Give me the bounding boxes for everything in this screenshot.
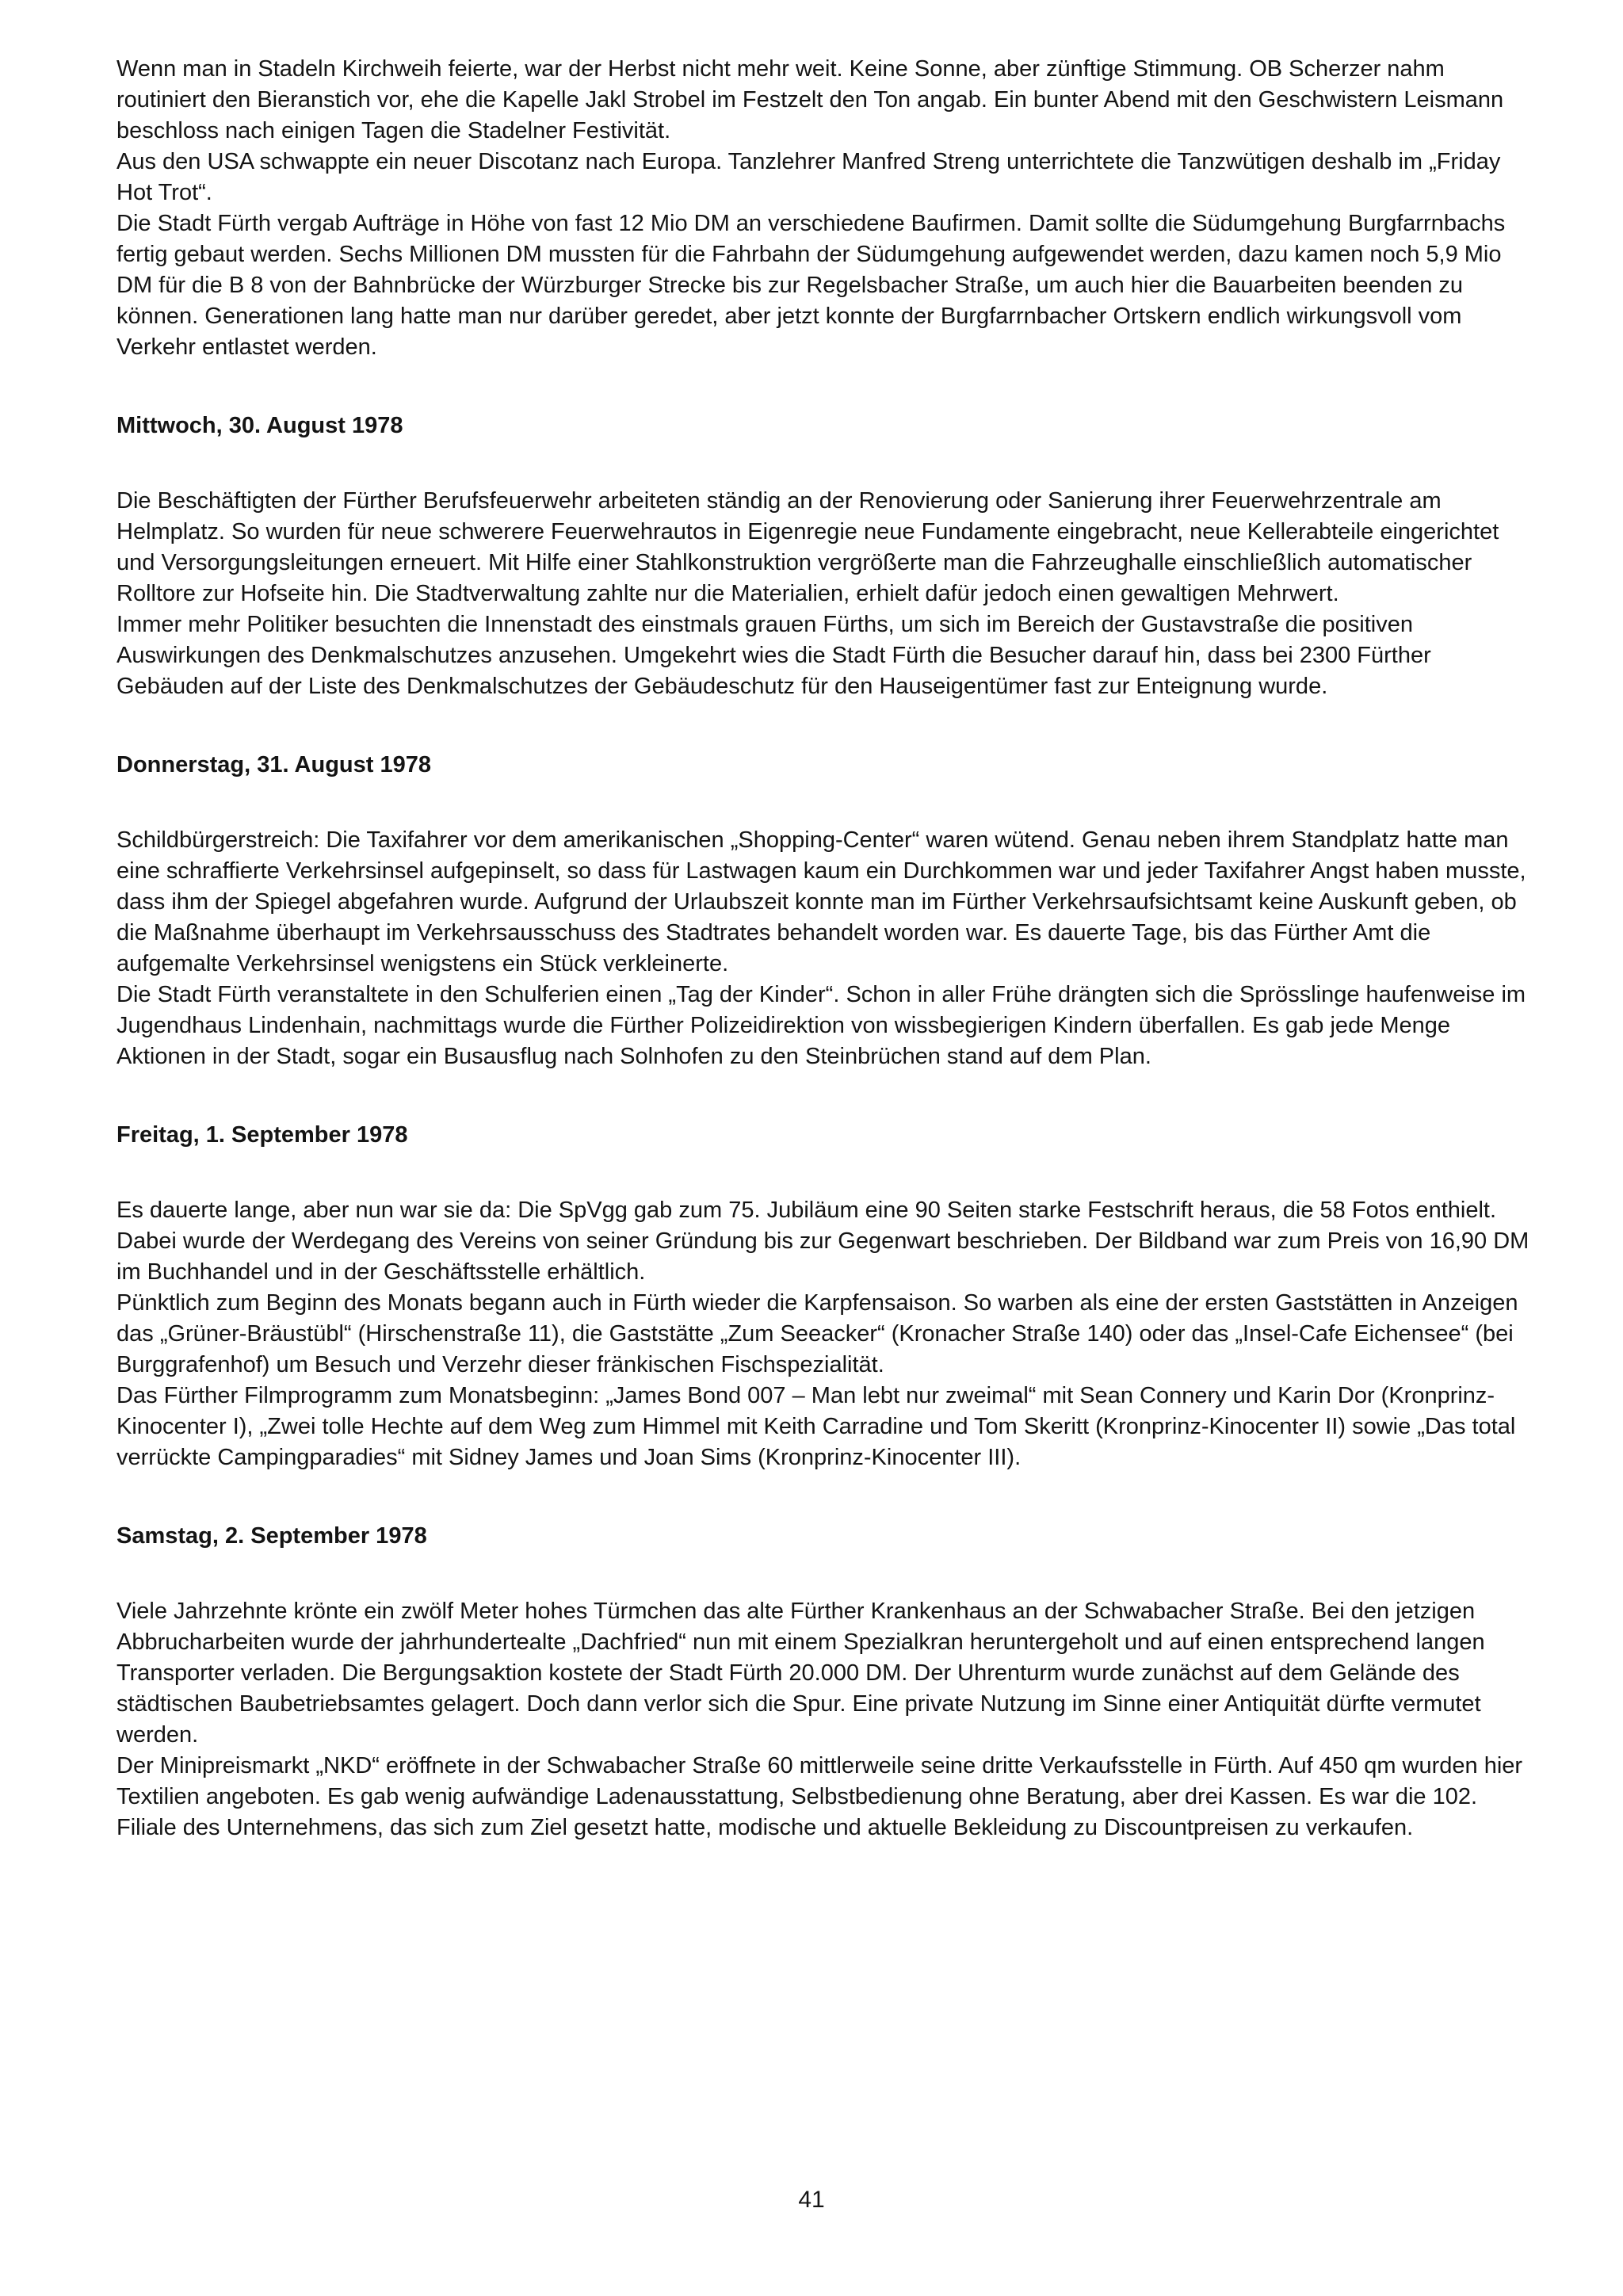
paragraph: Immer mehr Politiker besuchten die Innenstadt des einstmals grauen Fürths, um sich im Bereich der Gustavstraße die positiven Auswirkungen des Denkmalschutzes anzusehen. Umgekehrt wies die Stadt Fürth die Besucher darauf hin, dass bei 2300 Fürther Gebäuden auf der Liste des Denkmalschutzes der Gebäudeschutz für den Hauseigentümer fast zur Enteignung wurde. [116,612,1431,699]
paragraph: Die Stadt Fürth veranstaltete in den Schulferien einen „Tag der Kinder“. Schon in aller Frühe drängten sich die Sprösslinge haufenweise im Jugendhaus Lindenhain, nachmittags wurde die Fürther Polizeidirektion von wissbegierigen Kindern überfallen. Es gab jede Menge Aktionen in der Stadt, sogar ein Busausflug nach Solnhofen zu den Steinbrüchen stand auf dem Plan. [116,982,1526,1069]
paragraph: Die Stadt Fürth vergab Aufträge in Höhe von fast 12 Mio DM an verschiedene Baufirmen. Damit sollte die Südumgehung Burgfarrnbachs fertig gebaut werden. Sechs Millionen DM mussten für die Fahrbahn der Südumgehung aufgewendet werden, dazu kamen noch 5,9 Mio DM für die B 8 von der Bahnbrücke der Würzburger Strecke bis zur Regelsbacher Straße, um auch hier die Bauarbeiten beenden zu können. Generationen lang hatte man nur darüber geredet, aber jetzt konnte der Burgfarrnbacher Ortskern endlich wirkungsvoll vom Verkehr entlastet werden. [116,211,1506,360]
paragraph: Der Minipreismarkt „NKD“ eröffnete in der Schwabacher Straße 60 mittlerweile seine dritte Verkaufsstelle in Fürth. Auf 450 qm wurden hier Textilien angeboten. Es gab wenig aufwändige Ladenausstattung, Selbstbedienung ohne Beratung, aber drei Kassen. Es war die 102. Filiale des Unternehmens, das sich zum Ziel gesetzt hatte, modische und aktuelle Bekleidung zu Discountpreisen zu verkaufen. [116,1753,1523,1840]
page-number: 41 [798,2187,825,2213]
date-heading: Donnerstag, 31. August 1978 [116,752,431,777]
paragraph: Schildbürgerstreich: Die Taxifahrer vor dem amerikanischen „Shopping-Center“ waren wütend. Genau neben ihrem Standplatz hatte man eine schraffierte Verkehrsinsel aufgepinselt, so dass für Lastwagen kaum ein Durchkommen war und jeder Taxifahrer Angst haben musste, dass ihm der Spiegel abgefahren wurde. Aufgrund der Urlaubszeit konnte man im Fürther Verkehrsaufsichtsamt keine Auskunft geben, ob die Maßnahme überhaupt im Verkehrsausschuss des Stadtrates behandelt worden war. Es dauerte Tage, bis das Fürther Amt die aufgemalte Verkehrsinsel wenigstens ein Stück verkleinerte. [116,827,1526,976]
date-heading: Freitag, 1. September 1978 [116,1122,408,1148]
document-body [116,54,1535,1843]
paragraph: Es dauerte lange, aber nun war sie da: Die SpVgg gab zum 75. Jubiläum eine 90 Seiten starke Festschrift heraus, die 58 Fotos enthielt. Dabei wurde der Werdegang des Vereins von seiner Gründung bis zur Gegenwart beschrieben. Der Bildband war zum Preis von 16,90 DM im Buchhandel und in der Geschäftsstelle erhältlich. [116,1198,1529,1285]
paragraph: Pünktlich zum Beginn des Monats begann auch in Fürth wieder die Karpfensaison. So warben als eine der ersten Gaststätten in Anzeigen das „Grüner-Bräustübl“ (Hirschenstraße 11), die Gaststätte „Zum Seeacker“ (Kronacher Straße 140) oder das „Insel-Cafe Eichensee“ (bei Burggrafenhof) um Besuch und Verzehr dieser fränkischen Fischspezialität. [116,1290,1518,1377]
paragraph: Viele Jahrzehnte krönte ein zwölf Meter hohes Türmchen das alte Fürther Krankenhaus an der Schwabacher Straße. Bei den jetzigen Abbrucharbeiten wurde der jahrhundertealte „Dachfried“ nun mit einem Spezialkran heruntergeholt und auf einen entsprechend langen Transporter verladen. Die Bergungsaktion kostete der Stadt Fürth 20.000 DM. Der Uhrenturm wurde zunächst auf dem Gelände des städtischen Baubetriebsamtes gelagert. Doch dann verlor sich die Spur. Eine private Nutzung im Sinne einer Antiquität dürfte vermutet werden. [116,1599,1485,1748]
paragraph: Die Beschäftigten der Fürther Berufsfeuerwehr arbeiteten ständig an der Renovierung oder Sanierung ihrer Feuerwehrzentrale am Helmplatz. So wurden für neue schwerere Feuerwehrautos in Eigenregie neue Fundamente eingebracht, neue Kellerabteile eingerichtet und Versorgungsleitungen erneuert. Mit Hilfe einer Stahlkonstruktion vergrößerte man die Fahrzeughalle einschließlich automatischer Rolltore zur Hofseite hin. Die Stadtverwaltung zahlte nur die Materialien, erhielt dafür jedoch einen gewaltigen Mehrwert. [116,488,1499,606]
paragraph: Das Fürther Filmprogramm zum Monatsbeginn: „James Bond 007 – Man lebt nur zweimal“ mit Sean Connery und Karin Dor (Kronprinz-Kinocenter I), „Zwei tolle Hechte auf dem Weg zum Himmel mit Keith Carradine und Tom Skeritt (Kronprinz-Kinocenter II) sowie „Das total verrückte Campingparadies“ mit Sidney James und Joan Sims (Kronprinz-Kinocenter III). [116,1383,1516,1470]
date-heading: Mittwoch, 30. August 1978 [116,413,403,438]
date-heading: Samstag, 2. September 1978 [116,1523,427,1549]
paragraph: Wenn man in Stadeln Kirchweih feierte, war der Herbst nicht mehr weit. Keine Sonne, aber zünftige Stimmung. OB Scherzer nahm routiniert den Bieranstich vor, ehe die Kapelle Jakl Strobel im Festzelt den Ton angab. Ein bunter Abend mit den Geschwistern Leismann beschloss nach einigen Tagen die Stadelner Festivität. [116,56,1504,143]
paragraph: Aus den USA schwappte ein neuer Discotanz nach Europa. Tanzlehrer Manfred Streng unterrichtete die Tanzwütigen deshalb im „Friday Hot Trot“. [116,149,1501,205]
